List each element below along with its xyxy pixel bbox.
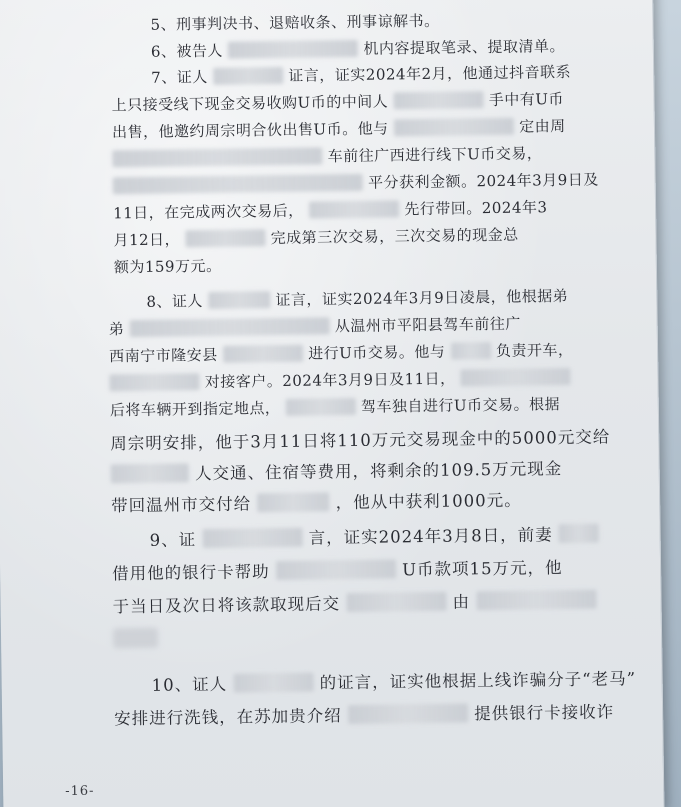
text-segment: 驾车独自进行U币交易。根据: [360, 395, 561, 416]
text-segment: 后将车辆开到指定地点，: [109, 399, 281, 420]
text-segment: 7、证人: [151, 67, 208, 87]
item-8-line-6: [110, 423, 610, 454]
redaction-block: [111, 464, 189, 484]
text-segment: 言，证实2024年3月8日，前妻: [308, 525, 553, 548]
item-9-line: [150, 521, 600, 551]
redaction-block: [213, 67, 283, 85]
text-segment: 额为159万元。: [113, 256, 222, 277]
redaction-block: [393, 91, 483, 110]
text-segment: 11日，在完成两次交易后，: [113, 201, 304, 223]
item-7-line-8: [114, 255, 222, 278]
redaction-block: [309, 200, 399, 219]
redaction-block: [113, 628, 158, 649]
item-8-line-5: [110, 393, 560, 420]
item-7-line-4: [112, 142, 542, 169]
item-7-line-3: [112, 115, 566, 142]
item-7-line: [151, 61, 571, 88]
item-8-line: [146, 285, 568, 312]
text-segment: 由: [452, 592, 471, 612]
text-segment: 月12日，: [113, 230, 181, 250]
redaction-block: [113, 174, 363, 195]
text-segment: ，他从中获利1000元。: [335, 490, 522, 513]
text-segment: 定由周: [519, 117, 566, 136]
item-5-line: [150, 10, 439, 35]
item-8-line-7: [111, 455, 563, 485]
redaction-block: [223, 344, 303, 362]
text-segment: 证言，证实2024年3月9日凌晨，他根据弟: [275, 286, 569, 310]
text-segment: 出售，他邀约周宗明合伙出售U币。他与: [111, 119, 389, 142]
redaction-block: [476, 590, 596, 611]
item-9-line-2: [112, 554, 563, 584]
redaction-block: [559, 524, 599, 544]
item-6-line: [151, 35, 565, 62]
redaction-block: [394, 117, 514, 136]
item-9-line-3: [112, 587, 596, 618]
text-segment: 弟: [108, 320, 125, 339]
text-segment: 安排进行洗钱，在苏加贵介绍: [114, 706, 342, 729]
text-segment: 平分获利金额。2024年3月9日及: [367, 170, 599, 192]
text-segment: 人交通、住宿等费用，将剩余的109.5万元现金: [194, 459, 563, 484]
redaction-block: [461, 368, 571, 387]
text-segment: 于当日及次日将该款取现后交: [112, 594, 341, 617]
item-7-line-7: [113, 224, 518, 251]
text-segment: 提供银行卡接收诈: [474, 702, 615, 724]
text-segment: 9、证: [149, 530, 197, 550]
text-line: 5、刑事判决书、退赔收条、刑事谅解书。: [150, 11, 440, 34]
redaction-block: [129, 317, 329, 337]
page-number: -16-: [65, 783, 95, 800]
text-segment: 完成第三次交易，三次交易的现金总: [270, 225, 519, 248]
redaction-block: [257, 493, 329, 513]
text-segment: 手中有U币: [488, 90, 565, 110]
text-segment: 对接客户。2024年3月9日及11日，: [204, 369, 456, 392]
text-segment: 的证言，证实他根据上线诈骗分子“老马”: [319, 669, 637, 693]
item-8-line-4: [109, 366, 571, 393]
redaction-block: [112, 147, 322, 167]
item-7-line-2: [111, 88, 564, 115]
redaction-block: [202, 528, 302, 548]
text-segment: 周宗明安排，他于3月11日将110万元交易现金中的5000元交给: [110, 427, 611, 454]
text-segment: 车前往广西进行线下U币交易，: [327, 144, 543, 166]
redaction-block: [109, 373, 199, 392]
text-segment: 带回温州市交付给: [111, 494, 252, 516]
redaction-block: [276, 560, 396, 581]
redaction-block: [348, 704, 468, 725]
text-segment: 上只接受线下现金交易收购U币的中间人: [111, 92, 389, 115]
text-segment: 证言，证实2024年2月，他通过抖音联系: [288, 62, 572, 85]
text-segment: 8、证人: [146, 292, 204, 311]
text-segment: 6、被告人: [150, 41, 224, 61]
text-segment: U币款项15万元，他: [402, 558, 563, 580]
text-segment: 进行U币交易。他与: [308, 342, 446, 363]
item-8-line-2: [109, 313, 521, 340]
text-segment: 10、证人: [151, 674, 228, 695]
item-10-line-2: [114, 698, 614, 729]
redaction-block: [346, 592, 446, 612]
redaction-block: [450, 342, 490, 360]
item-7-line-6: [113, 196, 548, 223]
item-8-line-8: [111, 487, 522, 517]
item-10-line: [152, 665, 637, 696]
redaction-block: [208, 291, 270, 309]
text-segment: 西南宁市隆安县: [109, 345, 218, 366]
text-segment: 借用他的银行卡帮助: [112, 562, 270, 584]
item-8-line-3: [109, 339, 574, 366]
redaction-block: [286, 398, 356, 416]
redaction-block: [228, 40, 358, 59]
text-segment: 从温州市平阳县驾车前往广: [334, 314, 521, 336]
redaction-block: [185, 229, 265, 247]
text-segment: 负责开车，: [495, 340, 574, 360]
redaction-block: [233, 673, 313, 693]
item-7-line-5: [113, 169, 599, 197]
text-segment: 机内容提取笔录、提取清单。: [363, 37, 566, 58]
text-segment: 先行带回。2024年3: [404, 198, 548, 219]
